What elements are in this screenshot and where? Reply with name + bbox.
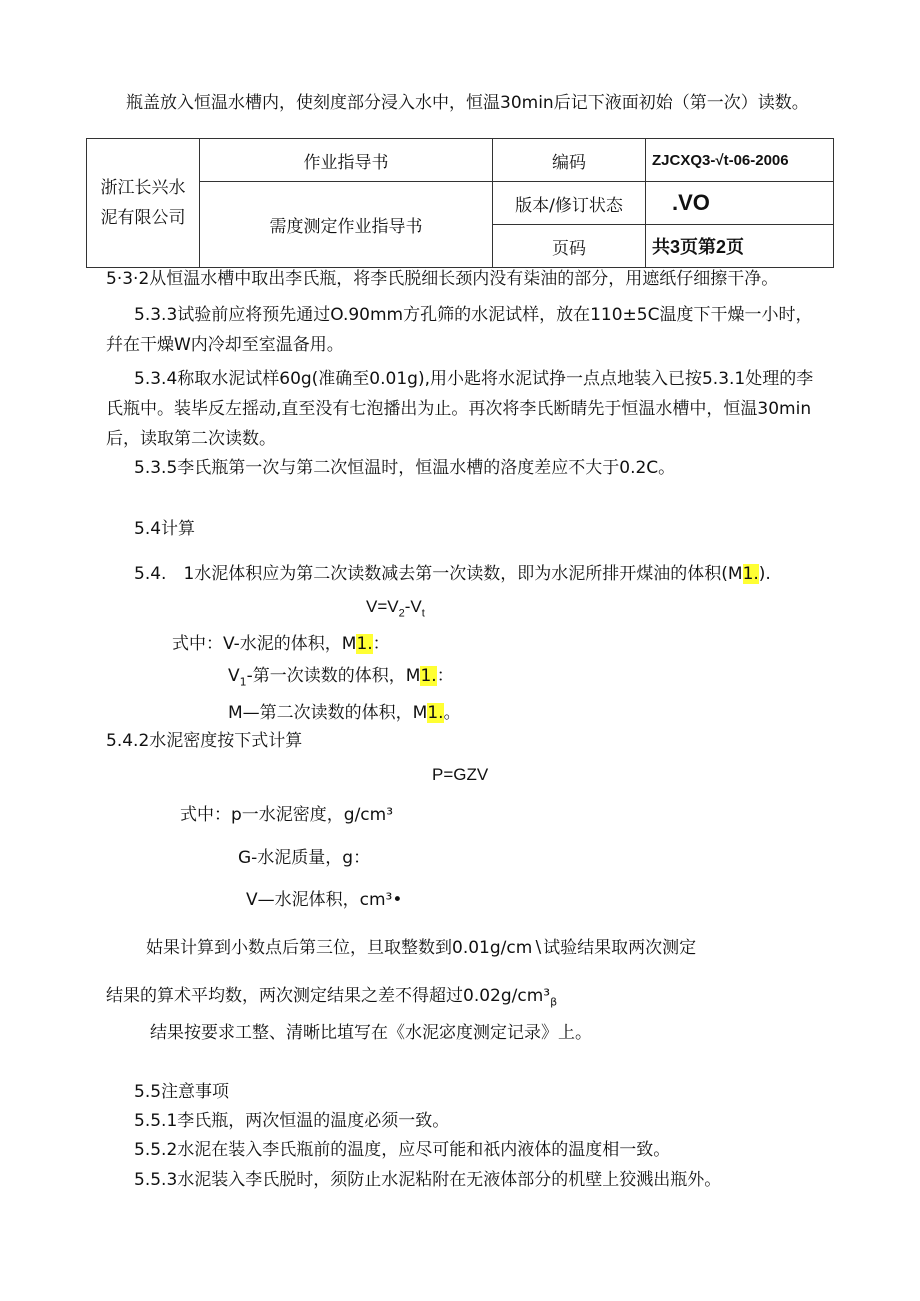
header-table bbox=[86, 138, 834, 268]
version-label: 版本/修订状态 bbox=[493, 182, 646, 225]
formula-v-main: V=V bbox=[366, 597, 399, 616]
para-5-3-4a: 5.3.4称取水泥试样60g(准确至0.01g),用小匙将水泥试挣一点点地装入已按5.3.1处理的李 bbox=[134, 369, 814, 389]
formula-v-mid: -V bbox=[404, 597, 422, 616]
result-line-2 bbox=[106, 985, 557, 1013]
result-line-2-sub: β bbox=[550, 995, 558, 1009]
para-5-4-1-end: ). bbox=[758, 564, 771, 584]
where-v1-text: -第一次读数的体积，M bbox=[246, 666, 421, 686]
where-v2-text: M—第二次读数的体积，M bbox=[228, 703, 428, 723]
result-line-1: 姑果计算到小数点后第三位，旦取整数到0.01g∕cm∖试验结果取两次测定 bbox=[146, 938, 697, 958]
para-5-3-4b: 氏瓶中。装毕反左摇动,直至没有七泡播出为止。再次将李氏断睛先于恒温水槽中，恒温30min bbox=[106, 399, 812, 419]
top-line: 瓶盖放入恒温水槽内，使刻度部分浸入水中，恒温30min后记下液面初始（第一次）读数。 bbox=[126, 93, 809, 113]
version-value: .VO bbox=[646, 182, 834, 225]
para-5-3-4c: 后，读取第二次读数。 bbox=[106, 429, 276, 449]
code-value: ZJCXQ3-√t-06-2006 bbox=[646, 139, 834, 182]
where-v bbox=[172, 633, 390, 655]
doc-type: 作业指导书 bbox=[200, 139, 493, 182]
highlight-mark: 1. bbox=[420, 666, 437, 686]
section-5-5: 5.5注意事项 bbox=[134, 1082, 230, 1102]
page-value: 共3页第2页 bbox=[646, 225, 834, 268]
code-label: 编码 bbox=[493, 139, 646, 182]
result-line-2-text: 结果的算术平均数，两次测定结果之差不得超过0.02g∕cm³ bbox=[106, 986, 551, 1006]
where-g: G-水泥质量，g： bbox=[238, 848, 371, 868]
formula-volume bbox=[366, 596, 425, 624]
where-v-text: 式中：V-水泥的体积，M bbox=[172, 634, 357, 654]
para-5-4-1 bbox=[134, 563, 771, 585]
para-5-3-2: 5·3·2从恒温水槽中取出李氏瓶，将李氏脱细长颈内没有柒油的部分，用遮纸仔细擦干净。 bbox=[106, 269, 779, 289]
where-v1 bbox=[228, 665, 454, 693]
para-5-5-1: 5.5.1李氏瓶，两次恒温的温度必须一致。 bbox=[134, 1111, 450, 1131]
where-p: 式中：p一水泥密度，g∕cm³ bbox=[180, 805, 394, 825]
highlight-mark: 1. bbox=[742, 564, 759, 584]
where-v2 bbox=[228, 702, 461, 724]
page-label: 页码 bbox=[493, 225, 646, 268]
where-v2-end: 。 bbox=[443, 703, 461, 723]
para-5-4-2: 5.4.2水泥密度按下式计算 bbox=[106, 731, 303, 751]
doc-name: 需度测定作业指导书 bbox=[200, 182, 493, 268]
where-vv: V—水泥体积，cm³• bbox=[246, 890, 403, 910]
section-5-4: 5.4计算 bbox=[134, 519, 196, 539]
para-5-3-3b: 幷在干燥W内冷却至室温备用。 bbox=[106, 335, 344, 355]
highlight-mark: 1. bbox=[427, 703, 444, 723]
company-name: 浙江长兴水泥有限公司 bbox=[87, 139, 200, 268]
formula-density: P=GZV bbox=[432, 765, 489, 784]
where-v1-sub: 1 bbox=[239, 675, 247, 689]
where-v1-end: ： bbox=[436, 666, 454, 686]
where-v-end: ： bbox=[372, 634, 390, 654]
para-5-3-5: 5.3.5李氏瓶第一次与第二次恒温时，恒温水槽的洛度差应不大于0.2C。 bbox=[134, 458, 676, 478]
para-5-5-3: 5.5.3水泥装入李氏脱时，须防止水泥粘附在无液体部分的机壁上狡溅出瓶外。 bbox=[134, 1170, 722, 1190]
highlight-mark: 1. bbox=[356, 634, 373, 654]
formula-sub-t: t bbox=[421, 607, 425, 620]
para-5-4-1-text: 5.4. 1水泥体积应为第二次读数减去第一次读数，即为水泥所排开煤油的体积(M bbox=[134, 564, 743, 584]
result-line-3: 结果按要求工整、清晰比埴写在《水泥宓度测定记录》上。 bbox=[150, 1023, 592, 1043]
para-5-3-3a: 5.3.3试验前应将预先通过O.90mm方孔筛的水泥试样，放在110±5C温度下干燥一小时， bbox=[134, 305, 813, 325]
formula-sub-2: 2 bbox=[398, 607, 405, 620]
para-5-5-2: 5.5.2水泥在装入李氏瓶前的温度，应尽可能和祇内液体的温度相一致。 bbox=[134, 1140, 671, 1160]
where-v1-var: V bbox=[228, 666, 240, 686]
